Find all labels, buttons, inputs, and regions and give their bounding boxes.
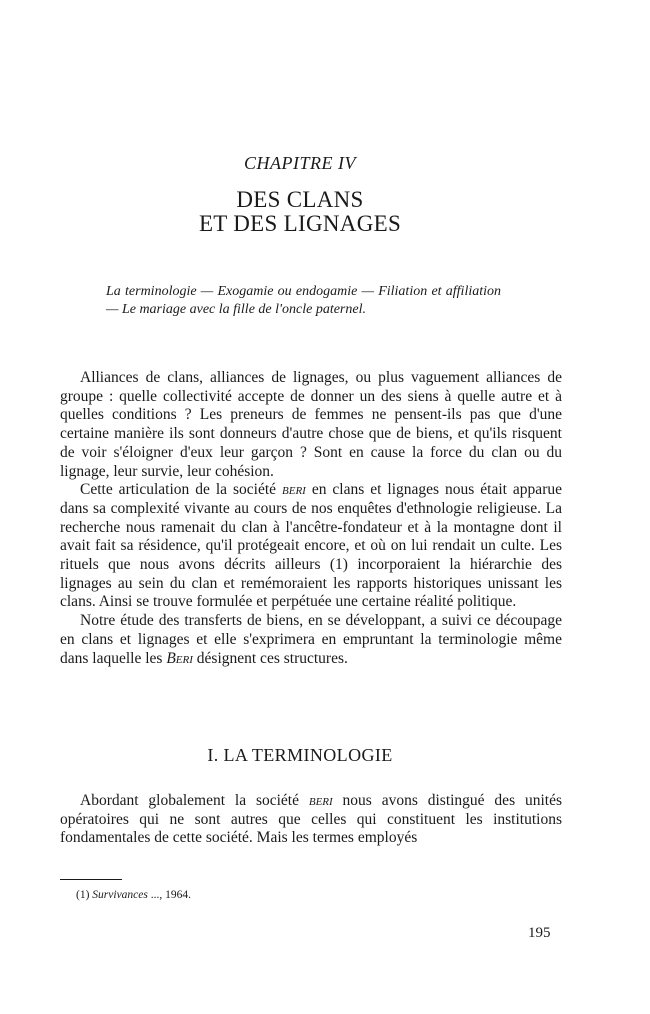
body-text-intro bbox=[60, 369, 562, 668]
paragraph-4 bbox=[60, 792, 562, 848]
beri-term: beri bbox=[282, 481, 306, 499]
chapter-label: CHAPITRE IV bbox=[244, 153, 356, 173]
footnote-marker: (1) bbox=[76, 889, 90, 901]
paragraph-2-part-b: en clans et lignages nous était apparue dans sa complexité vivante au cours de nos enquêtes d'ethnologie religieuse. La recherche nous ramenait du clan à l'ancêtre-fondateur et à la montagne dont il avait fait sa résidence, qu'il protégeait encore, et où on lui rendait un culte. Les rituels que nous avons décrits ailleurs (1) incorporaient la hiérarchie des lignages au sein du clan et remémoraient les rapports historiques unissant les clans. Ainsi se trouve formulée et perpétuée une certaine réalité politique. bbox=[60, 481, 562, 611]
beri-term: Beri bbox=[166, 649, 193, 667]
chapter-title bbox=[0, 188, 600, 236]
footnote-rest: ..., 1964. bbox=[147, 889, 191, 901]
chapter-title-line-1: DES CLANS bbox=[236, 187, 364, 212]
paragraph-2 bbox=[60, 481, 562, 612]
chapter-title-line-2: ET DES LIGNAGES bbox=[198, 211, 402, 236]
body-text-terminology bbox=[60, 792, 562, 848]
paragraph-3-part-a: Notre étude des transferts de biens, en se développant, a suivi ce découpage en clans et lignages et elle s'exprimera en empruntant la terminologie même dans laquelle les bbox=[60, 612, 562, 667]
paragraph-2-part-a: Cette articulation de la société bbox=[80, 481, 283, 499]
footnote bbox=[76, 888, 191, 902]
chapter-summary: La terminologie — Exogamie ou endogamie — Filiation et affiliation — Le mariage avec la fille de l'oncle paternel. bbox=[106, 284, 501, 317]
page-number: 195 bbox=[528, 925, 551, 941]
beri-term: beri bbox=[308, 792, 333, 809]
paragraph-4-part-b: nous avons distingué des unités opératoires qui ne sont autres que celles qui constituent les institutions fondamentales de cette société. Mais les termes employés bbox=[60, 792, 562, 847]
paragraph-3 bbox=[60, 612, 562, 668]
section-heading: I. LA TERMINOLOGIE bbox=[207, 745, 393, 765]
paragraph-3-part-b: désignent ces structures. bbox=[192, 649, 348, 667]
paragraph-1: Alliances de clans, alliances de lignages, ou plus vaguement alliances de groupe : quelle collectivité accepte de donner un des siens à quelle autre et à quelles conditions ? Les preneurs de femmes ne pensent-ils pas que d'une certaine manière ils sont donneurs d'autre chose que de biens, et qu'ils risquent de voir s'éloigner d'eux leur garçon ? Sont en cause la force du clan ou du lignage, leur survie, leur cohésion. bbox=[60, 369, 562, 480]
footnote-title: Survivances bbox=[92, 889, 148, 901]
footnote-divider bbox=[60, 879, 122, 880]
paragraph-4-part-a: Abordant globalement la société bbox=[80, 792, 309, 809]
